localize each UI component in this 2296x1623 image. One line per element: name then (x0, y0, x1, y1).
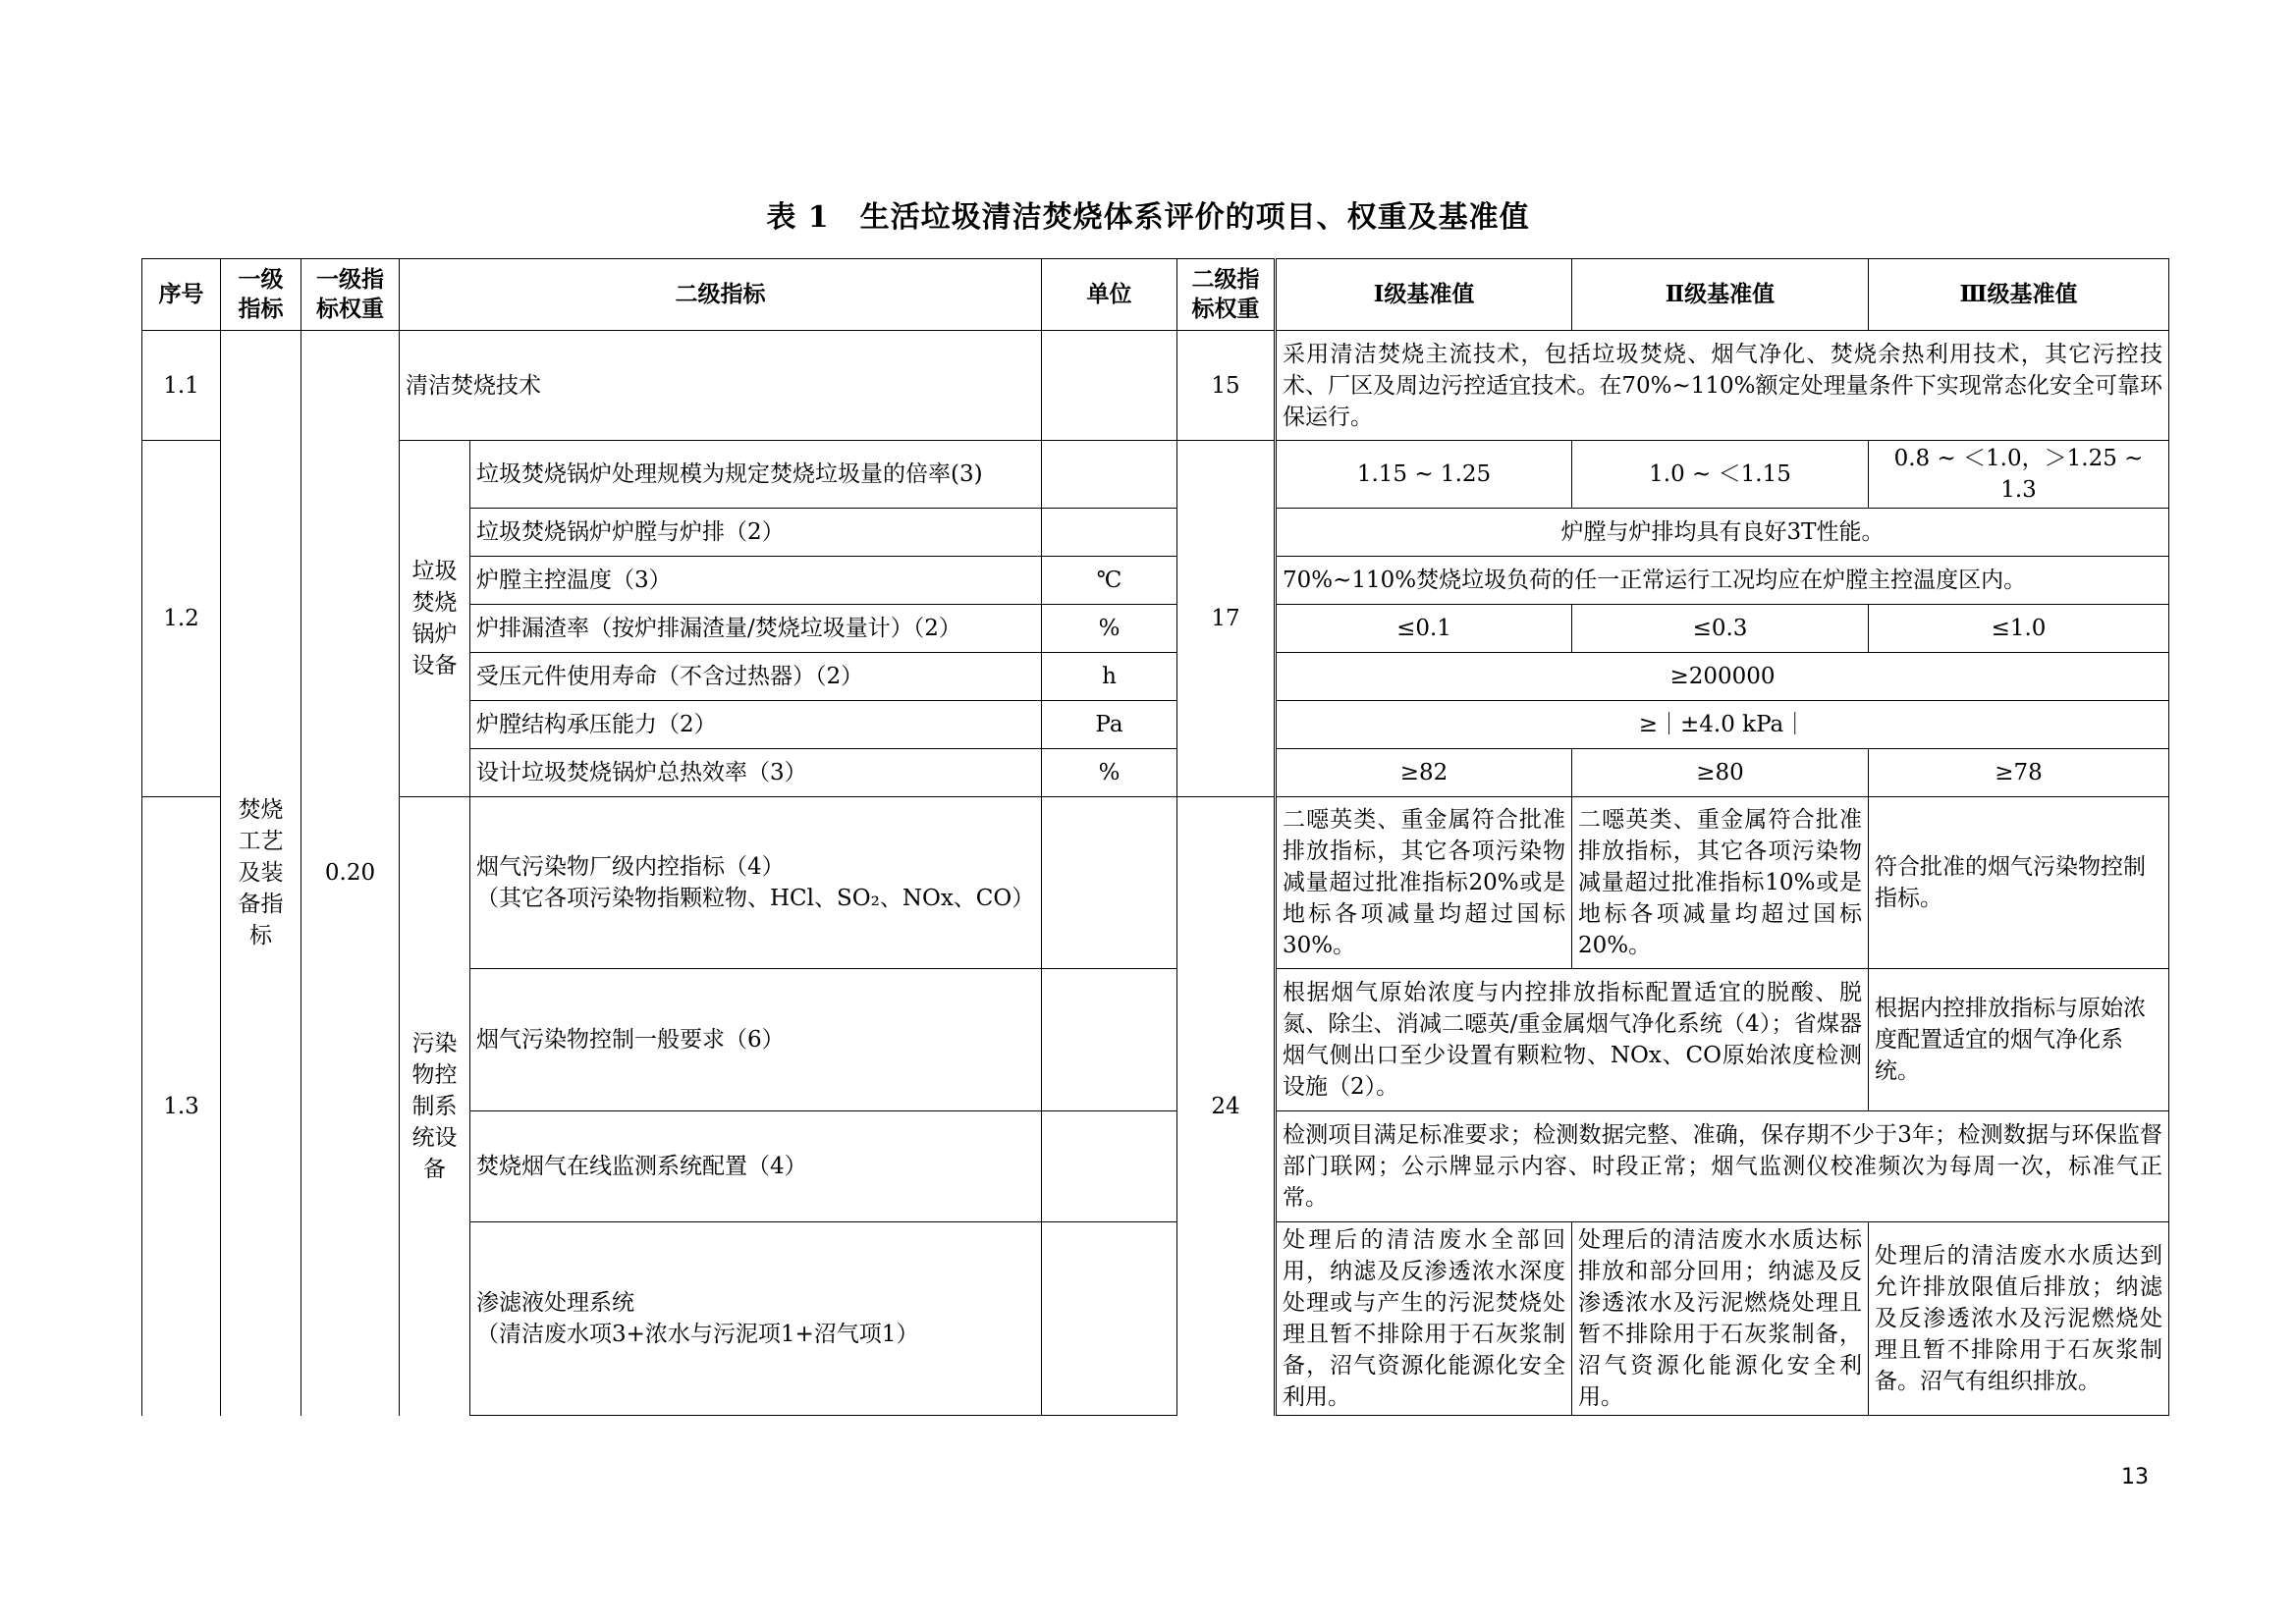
criteria-online-monitoring: 检测项目满足标准要求；检测数据完整、准确，保存期不少于3年；检测数据与环保监督部门联网；公示牌显示内容、时段正常；烟气监测仪校准频次为每周一次，标准气正常。 (1276, 1111, 2169, 1222)
evaluation-table (141, 258, 2169, 1416)
header-level2: 二级指标 (400, 259, 1042, 331)
grade12-flue-gas-general-requirements: 根据烟气原始浓度与内控排放指标配置适宜的脱酸、脱氮、除尘、消减二噁英/重金属烟气净化系统（4）；省煤器烟气侧出口至少设置有颗粒物、NOx、CO原始浓度检测设施（2）。 (1276, 969, 1869, 1111)
grade1-boiler-scale-ratio: 1.15 ~ 1.25 (1276, 441, 1572, 509)
unit-leachate-treatment (1042, 1222, 1177, 1416)
weight-1-2: 17 (1177, 441, 1276, 797)
grade3-leachate-treatment: 处理后的清洁废水水质达到允许排放限值后排放；纳滤及反渗透浓水及污泥燃烧处理且暂不排除用于石灰浆制备。沼气有组织排放。 (1869, 1222, 2169, 1416)
grade1-grate-leakage: ≤0.1 (1276, 605, 1572, 653)
header-grade2: Ⅱ级基准值 (1572, 259, 1869, 331)
grade3-flue-gas-general-requirements: 根据内控排放指标与原始浓度配置适宜的烟气净化系统。 (1869, 969, 2169, 1111)
unit-1-1 (1042, 331, 1177, 441)
header-seq: 序号 (142, 259, 221, 331)
grade1-flue-gas-internal-limits: 二噁英类、重金属符合批准排放指标，其它各项污染物减量超过批准指标20%或是地标各项减量均超过国标30%。 (1276, 797, 1572, 969)
grade3-thermal-efficiency: ≥78 (1869, 749, 2169, 797)
item-furnace-temperature: 炉膛主控温度（3） (470, 557, 1042, 605)
item-pressure-parts-life: 受压元件使用寿命（不含过热器）（2） (470, 653, 1042, 701)
unit-furnace-temperature: ℃ (1042, 557, 1177, 605)
header-level1: 一级 指标 (221, 259, 301, 331)
unit-thermal-efficiency: % (1042, 749, 1177, 797)
grade3-boiler-scale-ratio: 0.8 ~ ＜1.0，＞1.25 ~ 1.3 (1869, 441, 2169, 509)
table-row-1-3-a (142, 797, 2169, 969)
criteria-furnace-grate: 炉膛与炉排均具有良好3T性能。 (1276, 509, 2169, 557)
grade1-leachate-treatment: 处理后的清洁废水全部回用，纳滤及反渗透浓水深度处理或与产生的污泥焚烧处理且暂不排除用于石灰浆制备，沼气资源化能源化安全利用。 (1276, 1222, 1572, 1416)
item-furnace-pressure: 炉膛结构承压能力（2） (470, 701, 1042, 749)
header-level2-weight: 二级指 标权重 (1177, 259, 1276, 331)
table-row-1-2-a (142, 441, 2169, 509)
header-grade3: Ⅲ级基准值 (1869, 259, 2169, 331)
weight-1-3: 24 (1177, 797, 1276, 1416)
unit-flue-gas-internal-limits (1042, 797, 1177, 969)
item-flue-gas-general-requirements: 烟气污染物控制一般要求（6） (470, 969, 1042, 1111)
unit-furnace-grate (1042, 509, 1177, 557)
grade2-boiler-scale-ratio: 1.0 ~ ＜1.15 (1572, 441, 1869, 509)
group-pollution-control: 污染 物控 制系 统设 备 (400, 797, 470, 1416)
item-furnace-grate: 垃圾焚烧锅炉炉膛与炉排（2） (470, 509, 1042, 557)
unit-online-monitoring (1042, 1111, 1177, 1222)
criteria-1-1: 采用清洁焚烧主流技术，包括垃圾焚烧、烟气净化、焚烧余热利用技术，其它污控技术、厂区及周边污控适宜技术。在70%~110%额定处理量条件下实现常态化安全可靠环保运行。 (1276, 331, 2169, 441)
unit-flue-gas-general-requirements (1042, 969, 1177, 1111)
item-flue-gas-internal-limits-title: 烟气污染物厂级内控指标（4） (476, 854, 785, 880)
page-number: 13 (2121, 1465, 2149, 1489)
grade2-leachate-treatment: 处理后的清洁废水水质达标排放和部分回用；纳滤及反渗透浓水及污泥燃烧处理且暂不排除用于石灰浆制备，沼气资源化能源化安全利用。 (1572, 1222, 1869, 1416)
item-boiler-scale-ratio: 垃圾焚烧锅炉处理规模为规定焚烧垃圾量的倍率(3) (470, 441, 1042, 509)
item-flue-gas-internal-limits (470, 797, 1042, 969)
header-grade1: Ⅰ级基准值 (1276, 259, 1572, 331)
seq-1-2: 1.2 (142, 441, 221, 797)
criteria-furnace-temperature: 70%~110%焚烧垃圾负荷的任一正常运行工况均应在炉膛主控温度区内。 (1276, 557, 2169, 605)
criteria-furnace-pressure: ≥｜±4.0 kPa｜ (1276, 701, 2169, 749)
seq-1-3: 1.3 (142, 797, 221, 1416)
criteria-pressure-parts-life: ≥200000 (1276, 653, 2169, 701)
table-row-1-1 (142, 331, 2169, 441)
item-clean-incineration-tech: 清洁焚烧技术 (400, 331, 1042, 441)
level1-weight-value: 0.20 (301, 331, 400, 1416)
item-leachate-treatment (470, 1222, 1042, 1416)
grade2-flue-gas-internal-limits: 二噁英类、重金属符合批准排放指标，其它各项污染物减量超过批准指标10%或是地标各项减量均超过国标20%。 (1572, 797, 1869, 969)
grade2-thermal-efficiency: ≥80 (1572, 749, 1869, 797)
header-unit: 单位 (1042, 259, 1177, 331)
header-row (142, 259, 2169, 331)
grade1-thermal-efficiency: ≥82 (1276, 749, 1572, 797)
item-leachate-treatment-title: 渗滤液处理系统 (476, 1290, 634, 1316)
header-level1-weight: 一级指 标权重 (301, 259, 400, 331)
item-leachate-treatment-note: （清洁废水项3+浓水与污泥项1+沼气项1） (476, 1322, 919, 1347)
table-title: 表 1 生活垃圾清洁焚烧体系评价的项目、权重及基准值 (766, 200, 1530, 235)
grade2-grate-leakage: ≤0.3 (1572, 605, 1869, 653)
item-flue-gas-internal-limits-note: （其它各项污染物指颗粒物、HCl、SO₂、NOx、CO） (476, 886, 1035, 911)
item-thermal-efficiency: 设计垃圾焚烧锅炉总热效率（3） (470, 749, 1042, 797)
unit-boiler-scale-ratio (1042, 441, 1177, 509)
group-boiler-equipment: 垃圾 焚烧 锅炉 设备 (400, 441, 470, 797)
unit-furnace-pressure: Pa (1042, 701, 1177, 749)
item-online-monitoring: 焚烧烟气在线监测系统配置（4） (470, 1111, 1042, 1222)
seq-1-1: 1.1 (142, 331, 221, 441)
level1-name: 焚烧 工艺 及装 备指 标 (221, 331, 301, 1416)
unit-grate-leakage: % (1042, 605, 1177, 653)
grade3-grate-leakage: ≤1.0 (1869, 605, 2169, 653)
unit-pressure-parts-life: h (1042, 653, 1177, 701)
item-grate-leakage: 炉排漏渣率（按炉排漏渣量/焚烧垃圾量计）（2） (470, 605, 1042, 653)
weight-1-1: 15 (1177, 331, 1276, 441)
grade3-flue-gas-internal-limits: 符合批准的烟气污染物控制指标。 (1869, 797, 2169, 969)
